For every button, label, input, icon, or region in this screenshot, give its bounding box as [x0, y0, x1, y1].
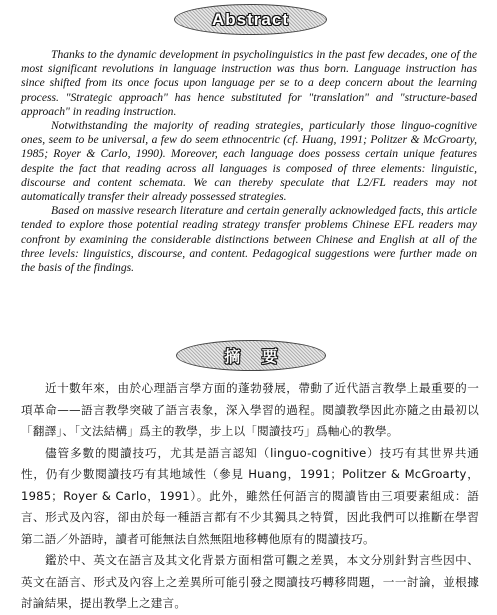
chinese-paragraph: 鑑於中、英文在語言及其文化背景方面相當可觀之差異，本文分別針對言些因中、英文在語言、形式及內容上之差異所可能引發之閱讀技巧轉移問題，一一討論，並根據討論結果，提出教學上之建言。 [21, 553, 479, 610]
abstract-paragraph: Thanks to the dynamic development in psycholinguistics in the past few decades, one of the most significant revolutions in language instruction was thus born. Language instruction has since shifted from its once focus upon language per se to a deep concern about the learning process. "Strategic approach" has hence substituted for "translation" and "structure-based approach" in reading instruction. [21, 48, 477, 118]
abstract-paragraph: Based on massive research literature and certain generally acknowledged facts, this article tended to explore those potential reading strategy transfer problems Chinese EFL readers may confront by examining the considerable distinctions between Chinese and English at all of the three levels: linguistics, discourse, and content. Pedagogical suggestions were further made on the basis of the findings. [21, 204, 477, 275]
chinese-paragraph: 儘管多數的閱讀技巧，尤其是語言認知（linguo-cognitive）技巧有其世界共通性，仍有少數閱讀技巧有其地域性（參見 Huang，1991；Politzer & McGroarty，1985；Royer & Carlo，1991）。此外，雖然任何語言的閱讀皆由三項要素組成：語言、形式及內容，卻由於每一種語言都有不少其獨具之特質，因此我們可以推斷在學習第二語／外語時，讀者可能無法自然無阻地移轉他原有的閱讀技巧。 [21, 445, 479, 546]
chinese-paragraph: 近十數年來，由於心理語言學方面的蓬勃發展，帶動了近代語言教學上最重要的一項革命——語言教學突破了語言表象，深入學習的過程。閱讀教學因此亦隨之由最初以「翻譯」、「文法結構」爲主的教學，步上以「閱讀技巧」爲軸心的教學。 [21, 381, 479, 438]
english-abstract [21, 48, 477, 275]
chinese-heading: 摘 要 [224, 347, 286, 366]
chinese-heading-banner [176, 340, 326, 371]
abstract-heading: Abstract [212, 9, 289, 29]
chinese-abstract [21, 378, 479, 615]
abstract-paragraph: Notwithstanding the majority of reading strategies, particularly those linguo-cognitive ones, seem to be universal, a few do seem ethnocentric (cf. Huang, 1991; Politzer & McGroarty, 1985; Royer & Carlo, 1990). Moreover, each language does possess certain unique features despite the fact that reading across all languages is composed of three elements: linguistic, discourse and content schemata. We can thereby speculate that L2/FL readers may not automatically transfer their already possessed strategies. [21, 119, 477, 204]
abstract-heading-banner [174, 4, 327, 35]
